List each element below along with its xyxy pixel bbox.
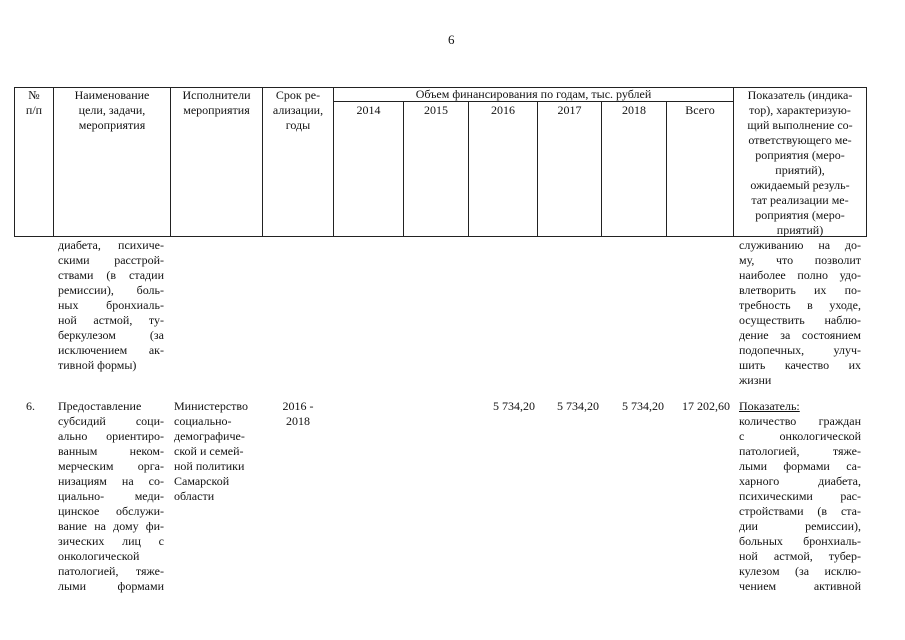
row6-term: 2016 - 2018 — [282, 399, 314, 428]
header-executors: Исполнители мероприятия — [182, 88, 251, 117]
header-year-2018: 2018 — [622, 103, 646, 117]
header-year-2014: 2014 — [356, 103, 381, 117]
header-total: Всего — [685, 103, 715, 117]
row6-num: 6. — [26, 399, 35, 413]
page-number: 6 — [448, 32, 455, 47]
row6-executors: Министерство социально- демографиче- ской и семей- ной политики Самарской области — [174, 399, 248, 503]
row6-funding-2017: 5 734,20 — [557, 399, 599, 413]
continuation-name: диабета, психиче- скими расстрой- ствами (в стадии ремиссии), боль- ных бронхиаль- ной астмой, ту- беркулезом (за исключением ак- тивной формы) — [58, 238, 164, 372]
row6-name: Предоставление субсидий соци- ально ориентиро- ванным неком- мерческим орга- низациям на со- циально- меди- цинское обслужи- вание на дому фи- зических лиц с онкологической патологией, тяже- лыми формами — [58, 399, 164, 593]
indicator-label: Показатель: — [739, 399, 800, 413]
row6-indicator: Показатель: количество граждан с онкологической патологией, тяже- лыми формами са- харного диабета, психическими рас- стройствами (в ста- дии ремиссии), больных бронхиаль- ной астмой, тубер- кулезом (за исклю- чением активной — [739, 399, 861, 593]
row6-funding-total: 17 202,60 — [682, 399, 730, 413]
header-name: Наименование цели, задачи, мероприятия — [74, 88, 150, 132]
header-year-2015: 2015 — [424, 103, 448, 117]
continuation-indicator: служиванию на до- му, что позволит наиболее полно удо- влетворить их по- требность в уходе, осуществить наблю- дение за состоянием подопечных, улуч- шить качество их жизни — [739, 238, 861, 387]
header-num: № п/п — [25, 88, 43, 117]
header-indicator: Показатель (индика- тор), характеризую- щий выполнение со- ответствующего ме- роприятия (меро- приятий), ожидаемый резуль- тат реализации ме- роприятия (меро- приятий) — [747, 88, 853, 237]
header-year-2016: 2016 — [491, 103, 515, 117]
header-funding: Объем финансирования по годам, тыс. рублей — [415, 87, 652, 101]
row6-funding-2016: 5 734,20 — [493, 399, 535, 413]
row6-funding-2018: 5 734,20 — [622, 399, 664, 413]
header-year-2017: 2017 — [557, 103, 582, 117]
header-term: Срок ре- ализации, годы — [272, 88, 324, 132]
